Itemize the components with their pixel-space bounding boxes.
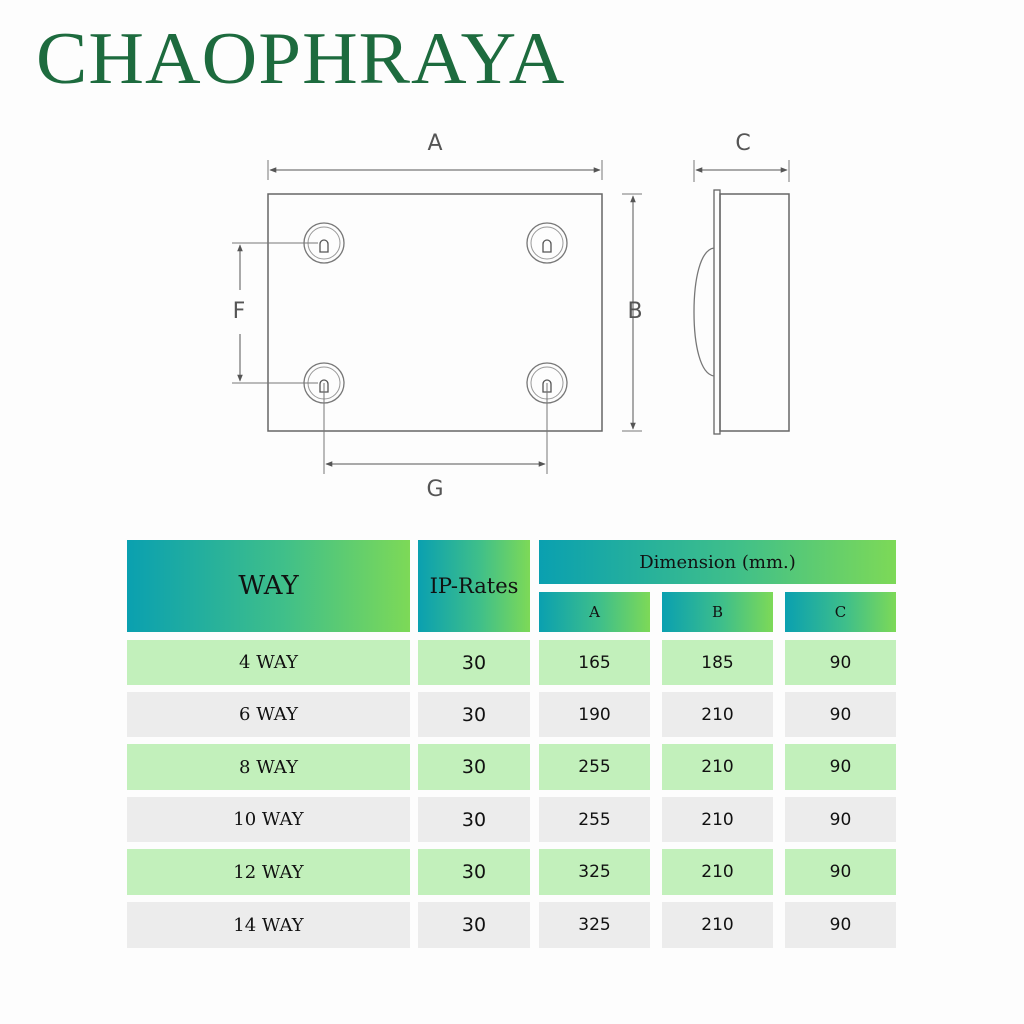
dimension-b-label: B [627,299,643,324]
header-dim-b: B [662,592,773,632]
dimension-f-label: F [232,299,246,324]
table-row-way: 12 WAY [127,849,410,895]
header-way: WAY [127,540,410,632]
table-row-c: 90 [785,902,896,948]
table-row-way: 8 WAY [127,744,410,790]
table-row-b: 210 [662,797,773,842]
table-row-ip: 30 [418,692,530,737]
dimension-c [694,160,789,182]
table-row-c: 90 [785,849,896,895]
table-row-b: 185 [662,640,773,685]
table-row-a: 255 [539,797,650,842]
keyhole-top-right [527,223,567,263]
dimension-g-label: G [426,477,444,502]
header-ip-rates: IP-Rates [418,540,530,632]
table-row-ip: 30 [418,744,530,790]
table-row-b: 210 [662,849,773,895]
dimension-a [268,160,602,180]
table-row-c: 90 [785,797,896,842]
table-row-b: 210 [662,692,773,737]
table-row-way: 4 WAY [127,640,410,685]
table-row-ip: 30 [418,640,530,685]
table-row-a: 165 [539,640,650,685]
table-row-ip: 30 [418,849,530,895]
dimension-c-label: C [735,131,751,156]
side-view [694,190,789,434]
table-row-way: 10 WAY [127,797,410,842]
table-row-ip: 30 [418,797,530,842]
brand-logo: CHAOPHRAYA [36,18,566,100]
header-dimension: Dimension (mm.) [539,540,896,584]
table-row-b: 210 [662,902,773,948]
table-row-a: 325 [539,849,650,895]
table-row-ip: 30 [418,902,530,948]
header-dim-a: A [539,592,650,632]
table-row-b: 210 [662,744,773,790]
table-row-c: 90 [785,640,896,685]
dimension-g [324,383,547,474]
table-row-a: 255 [539,744,650,790]
header-dim-c: C [785,592,896,632]
table-row-a: 190 [539,692,650,737]
front-panel-outline [268,194,602,431]
dimension-a-label: A [427,131,443,156]
table-row-way: 14 WAY [127,902,410,948]
table-row-c: 90 [785,744,896,790]
table-row-c: 90 [785,692,896,737]
table-row-way: 6 WAY [127,692,410,737]
table-row-a: 325 [539,902,650,948]
